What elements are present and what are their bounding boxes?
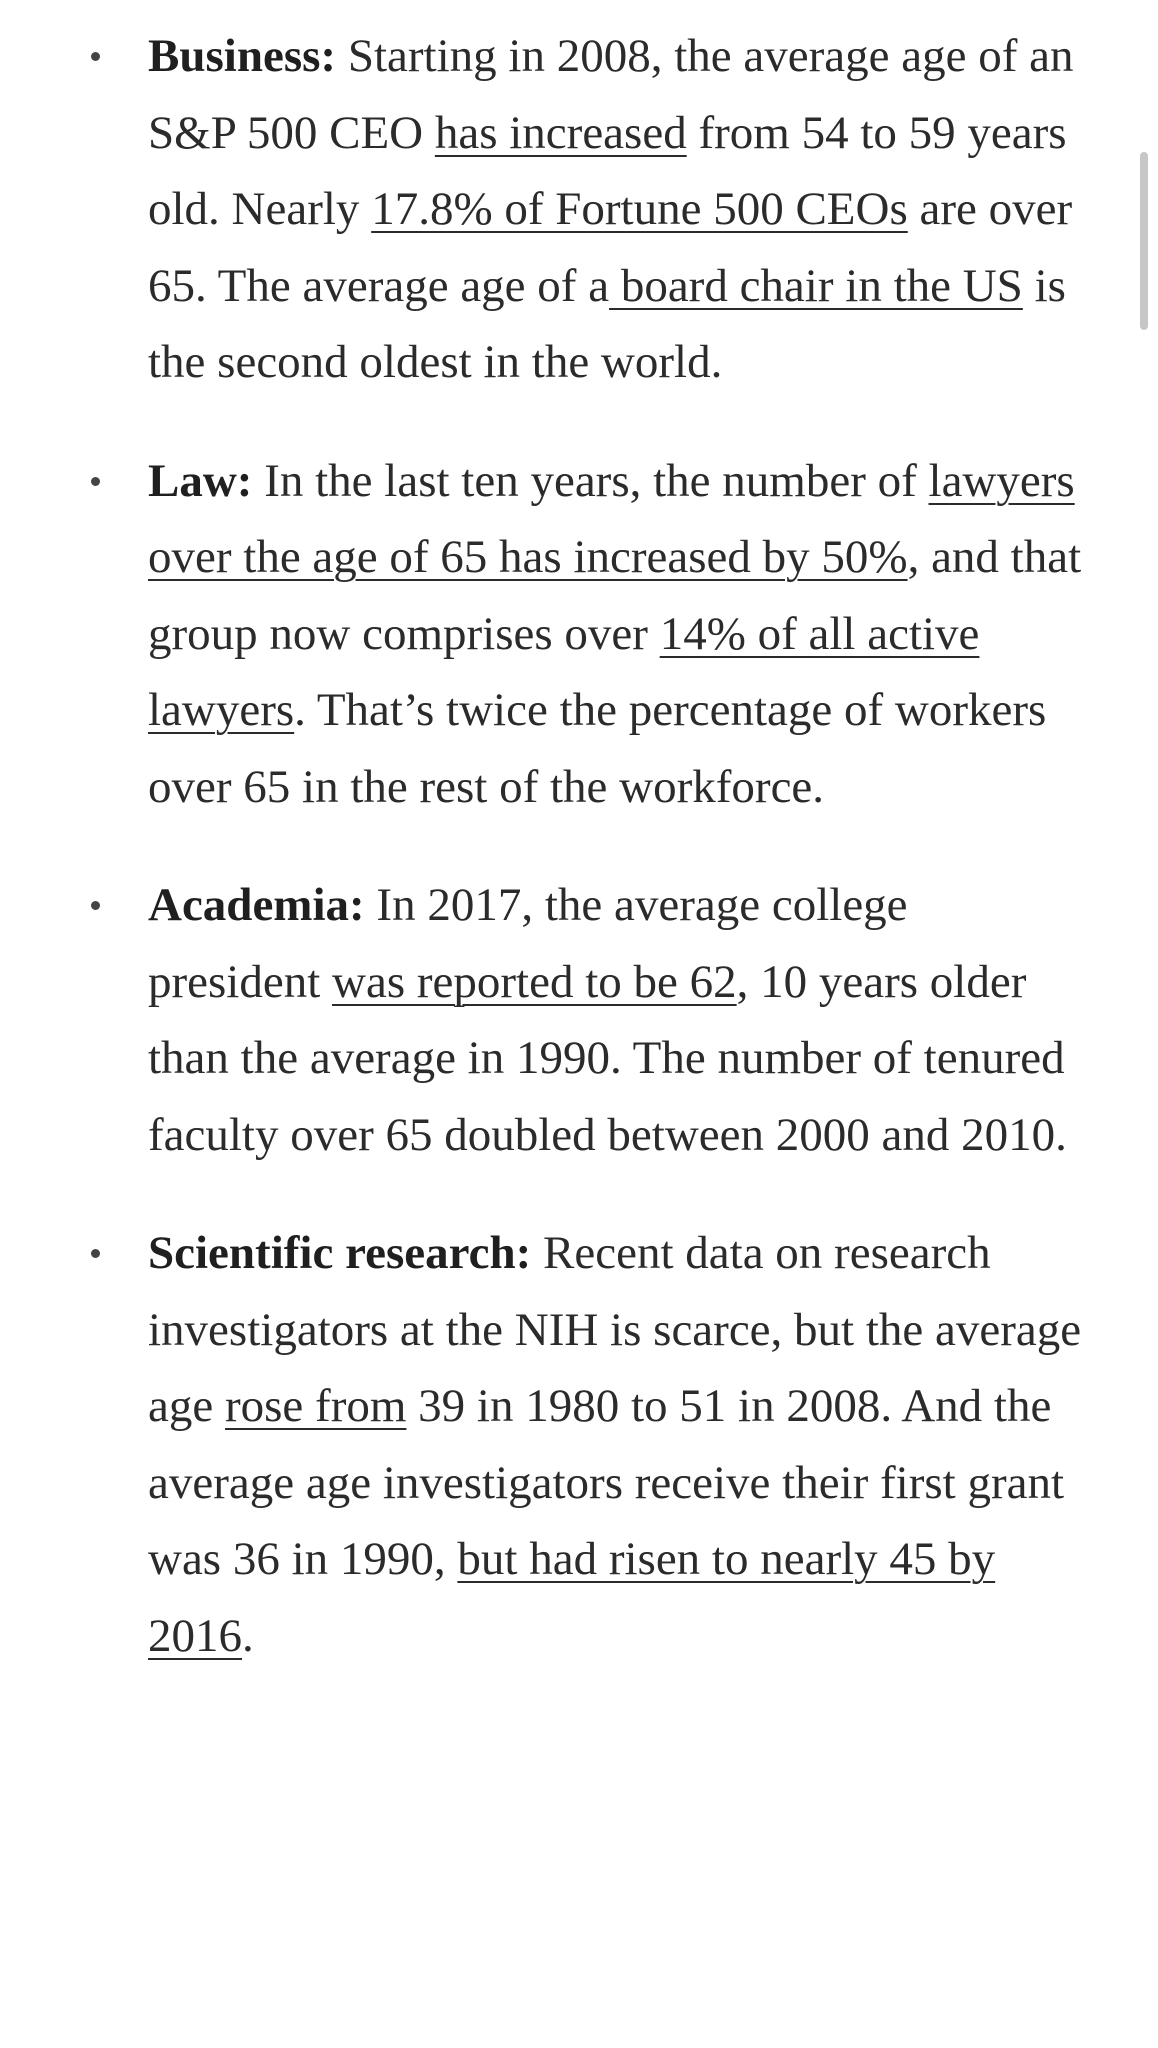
item-label: Academia: [148,879,365,931]
bullet-dot-icon [91,1249,100,1258]
inline-link[interactable]: rose from [224,1380,407,1432]
item-label: Scientific research: [148,1227,532,1279]
body-text: Recent data on research investigators at the NIH is scarce, but the average age [148,1227,1082,1432]
list-item [0,867,1088,1173]
bullet-list [0,18,1158,1716]
body-text: In 2017, the average college president [148,879,908,1008]
body-text: , and that group now comprises over [148,531,1082,660]
inline-link[interactable]: has increased [434,106,687,159]
inline-link[interactable]: but had risen to nearly 45 by 2016 [148,1533,996,1662]
body-text: In the last ten years, the number of [252,454,929,507]
bullet-dot-icon [91,52,100,61]
body-text: . [242,1609,254,1662]
bullet-dot-icon [91,901,100,910]
list-item [0,443,1088,826]
body-text: are over 65. The average age of a [148,183,1073,312]
body-text: , 10 years older than the average in 1990. The number of tenured faculty over 65 doubled between 2000 and 2010. [148,955,1067,1161]
item-label: Law: [148,454,253,507]
body-text: 39 in 1980 to 51 in 2008. And the average age investigators receive their first grant was 36 in 1990, [148,1380,1065,1585]
inline-link[interactable]: board chair in the US [609,259,1023,312]
list-item [0,1215,1088,1674]
list-item [0,18,1088,401]
inline-link[interactable]: was reported to be 62 [332,955,737,1008]
inline-link[interactable]: 17.8% of Fortune 500 CEOs [371,183,908,235]
inline-link[interactable]: 14% of all active lawyers [148,607,980,736]
inline-link[interactable]: lawyers over the age of 65 has increased by 50% [148,454,1075,583]
bullet-dot-icon [91,477,100,486]
body-text: from 54 to 59 years old. Nearly [148,106,1067,235]
item-label: Business: [148,30,337,82]
body-text: Starting in 2008, the average age of an S&P 500 CEO [148,30,1074,159]
scrollbar-thumb[interactable] [1140,152,1148,330]
body-text: is the second oldest in the world. [148,259,1066,388]
body-text: . That’s twice the percentage of workers over 65 in the rest of the workforce. [148,684,1047,813]
